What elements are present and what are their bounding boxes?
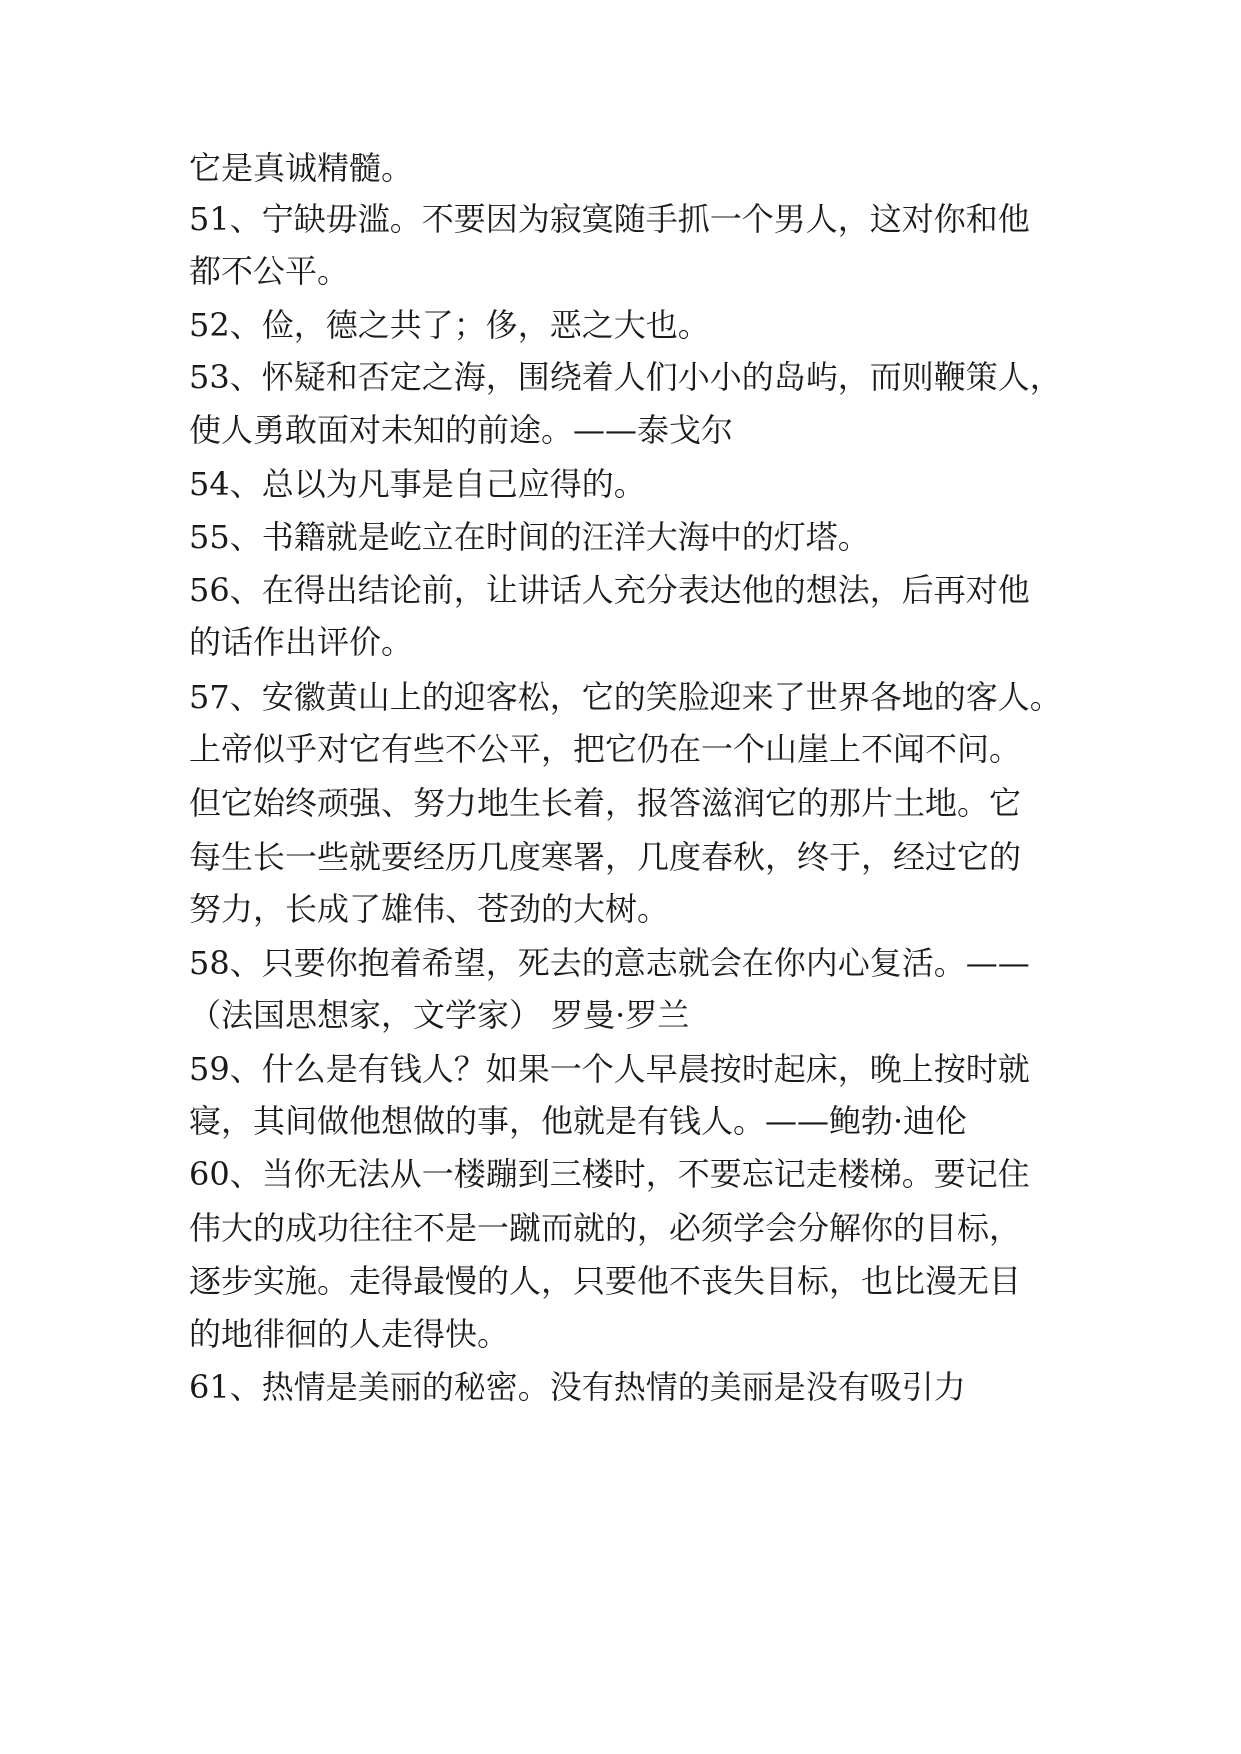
text-line: 伟大的成功往往不是一蹴而就的，必须学会分解你的目标， (189, 1209, 1022, 1247)
text-line: 使人勇敢面对未知的前途。——泰戈尔 (189, 411, 734, 449)
text-line: 的话作出评价。 (189, 623, 414, 661)
text-line: 60、当你无法从一楼蹦到三楼时，不要忘记走楼梯。要记住 (189, 1155, 1030, 1193)
text-line: 57、安徽黄山上的迎客松，它的笑脸迎来了世界各地的客人。 (189, 678, 1062, 716)
text-line: 58、只要你抱着希望，死去的意志就会在你内心复活。—— (189, 944, 1030, 982)
text-line: 但它始终顽强、努力地生长着，报答滋润它的那片土地。它 (189, 784, 1022, 822)
text-line: 53、怀疑和否定之海，围绕着人们小小的岛屿，而则鞭策人， (189, 358, 1062, 396)
text-line: 51、宁缺毋滥。不要因为寂寞随手抓一个男人，这对你和他 (189, 200, 1030, 238)
text-line: 上帝似乎对它有些不公平，把它仍在一个山崖上不闻不问。 (189, 730, 1022, 768)
text-line: 它是真诚精髓。 (189, 149, 414, 187)
text-line: 寝，其间做他想做的事，他就是有钱人。——鲍勃·迪伦 (189, 1102, 968, 1140)
text-line: 55、书籍就是屹立在时间的汪洋大海中的灯塔。 (189, 518, 870, 556)
text-line: 61、热情是美丽的秘密。没有热情的美丽是没有吸引力 (189, 1368, 966, 1406)
text-line: 52、俭，德之共了；侈，恶之大也。 (189, 306, 710, 344)
text-line: 59、什么是有钱人？如果一个人早晨按时起床，晚上按时就 (189, 1050, 1030, 1088)
text-line: 56、在得出结论前，让讲话人充分表达他的想法，后再对他 (189, 571, 1030, 609)
text-line: 54、总以为凡事是自己应得的。 (189, 465, 646, 503)
text-line: 努力，长成了雄伟、苍劲的大树。 (189, 890, 670, 928)
text-line: 都不公平。 (189, 252, 350, 290)
text-line: 的地徘徊的人走得快。 (189, 1315, 510, 1353)
text-line: 每生长一些就要经历几度寒署，几度春秋，终于，经过它的 (189, 838, 1022, 876)
text-line: 逐步实施。走得最慢的人，只要他不丧失目标，也比漫无目 (189, 1262, 1022, 1300)
text-line: （法国思想家，文学家） 罗曼·罗兰 (189, 996, 690, 1034)
